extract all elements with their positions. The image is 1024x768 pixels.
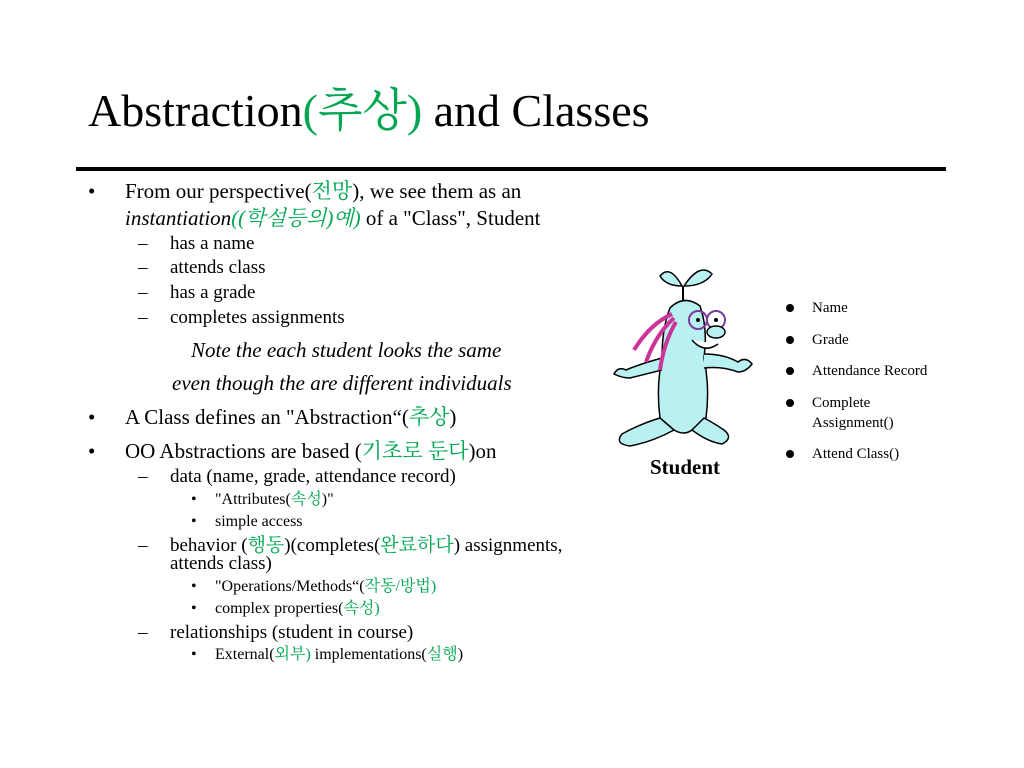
bullet-marker: • bbox=[88, 405, 96, 429]
nose bbox=[707, 326, 725, 338]
b1-italic: instantiation bbox=[125, 206, 232, 230]
cp-text: complex properties( bbox=[215, 600, 344, 617]
ext-korean-b: 실행 bbox=[426, 646, 458, 663]
bullet-marker-small: • bbox=[191, 600, 197, 617]
dash-marker: – bbox=[138, 307, 148, 328]
title-prefix: Abstraction bbox=[88, 85, 303, 136]
dash-marker: – bbox=[138, 535, 148, 556]
behavior-text-b: )(completes( bbox=[284, 535, 381, 556]
propeller-blade-left bbox=[660, 272, 682, 286]
ops-korean: 작동/방법) bbox=[364, 578, 437, 595]
sub-item: has a name bbox=[170, 233, 255, 254]
body bbox=[658, 300, 707, 433]
simple-access-item: simple access bbox=[215, 513, 303, 530]
bullet-marker-small: • bbox=[191, 578, 197, 595]
cp-korean: 속성) bbox=[343, 600, 380, 617]
ops-text: "Operations/Methods“( bbox=[215, 578, 365, 595]
attributes-item bbox=[215, 491, 334, 509]
behavior-korean-b: 완료하다 bbox=[380, 535, 454, 556]
behavior-line-2: attends class) bbox=[170, 553, 272, 574]
bullet-dot bbox=[786, 336, 794, 344]
bullet-dot bbox=[786, 304, 794, 312]
bullet-marker-small: • bbox=[191, 513, 197, 530]
right-item-text: Attendance Record bbox=[812, 363, 928, 379]
ext-text-a: External( bbox=[215, 646, 275, 663]
b2-korean: 추상 bbox=[408, 405, 450, 429]
relationships-item: relationships (student in course) bbox=[170, 622, 414, 643]
dash-marker: – bbox=[138, 257, 148, 278]
b3-korean: 기초로 둔다 bbox=[361, 439, 469, 463]
right-item-text: Name bbox=[812, 300, 848, 316]
left-foot bbox=[619, 418, 674, 446]
b3-text-a: OO Abstractions are based ( bbox=[125, 439, 362, 463]
ext-text-c: ) bbox=[457, 646, 464, 663]
sub-item: attends class bbox=[170, 257, 266, 278]
complex-properties-item bbox=[215, 600, 380, 618]
dash-marker: – bbox=[138, 466, 148, 487]
note-line-2: even though the are different individuals bbox=[172, 371, 512, 395]
eye bbox=[696, 318, 700, 322]
dash-marker: – bbox=[138, 622, 148, 643]
right-item-text: Complete bbox=[812, 395, 871, 411]
bullet-dot bbox=[786, 450, 794, 458]
bullet-marker: • bbox=[88, 439, 96, 463]
b1-text-b: ), we see them as an bbox=[352, 179, 522, 203]
right-arm bbox=[704, 354, 752, 372]
title-suffix: and Classes bbox=[422, 85, 650, 136]
attr-korean: 속성 bbox=[290, 491, 322, 508]
ext-text-b: implementations( bbox=[310, 646, 427, 663]
student-caption: Student bbox=[650, 455, 721, 479]
sub-item: has a grade bbox=[170, 282, 256, 303]
operations-item bbox=[215, 578, 436, 596]
b3-text-b: )on bbox=[468, 439, 497, 463]
slide-title bbox=[88, 85, 650, 136]
title-divider bbox=[76, 167, 946, 171]
dash-marker: – bbox=[138, 233, 148, 254]
b1-text-a: From our perspective( bbox=[125, 179, 312, 203]
sub-item: completes assignments bbox=[170, 307, 345, 328]
bullet-1-line-1 bbox=[125, 179, 521, 203]
attr-text-a: "Attributes( bbox=[215, 491, 291, 508]
bullet-1-line-2 bbox=[125, 206, 540, 230]
right-item-text: Assignment() bbox=[812, 415, 894, 431]
bullet-dot bbox=[786, 399, 794, 407]
bullet-2 bbox=[125, 405, 456, 429]
b1-korean-a: 전망 bbox=[311, 179, 353, 203]
behavior-text-c: ) assignments, bbox=[453, 535, 563, 556]
bullet-marker-small: • bbox=[191, 491, 197, 508]
b1-text-c: of a "Class", Student bbox=[360, 206, 541, 230]
right-item-text: Attend Class() bbox=[812, 446, 900, 462]
bullet-3 bbox=[125, 439, 496, 463]
bullet-marker: • bbox=[88, 179, 96, 203]
propeller-blade-right bbox=[684, 270, 712, 286]
external-item bbox=[215, 646, 463, 664]
dash-marker: – bbox=[138, 282, 148, 303]
behavior-korean-a: 행동 bbox=[247, 535, 285, 556]
b2-text-b: ) bbox=[449, 405, 457, 429]
b1-korean-b: ((학설등의)예) bbox=[231, 206, 361, 230]
ext-korean-a: 외부) bbox=[274, 646, 311, 663]
bullet-marker-small: • bbox=[191, 646, 197, 663]
bullet-dot bbox=[786, 367, 794, 375]
behavior-text-a: behavior ( bbox=[170, 535, 248, 556]
left-arm bbox=[614, 358, 662, 378]
sub-item-data: data (name, grade, attendance record) bbox=[170, 466, 456, 487]
title-korean: (추상) bbox=[302, 85, 423, 136]
student-cartoon-figure bbox=[600, 258, 770, 458]
right-item-text: Grade bbox=[812, 332, 849, 348]
eye bbox=[714, 318, 718, 322]
note-line-1: Note the each student looks the same bbox=[191, 338, 502, 362]
attr-text-b: )" bbox=[321, 491, 334, 508]
b2-text-a: A Class defines an "Abstraction“( bbox=[125, 405, 409, 429]
